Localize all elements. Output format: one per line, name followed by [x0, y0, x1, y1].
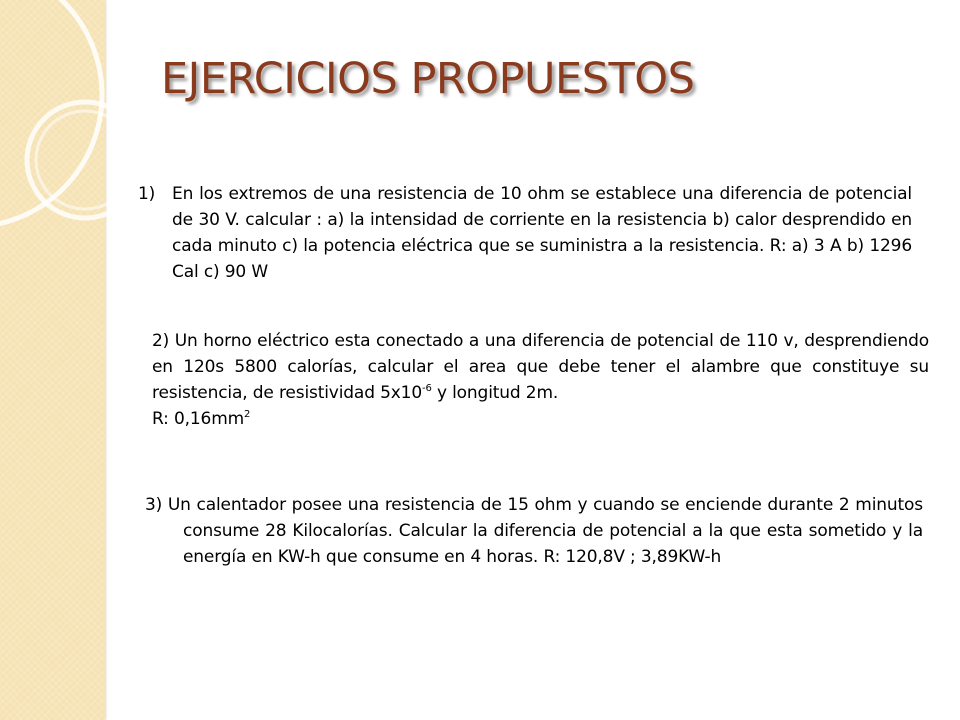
decorative-side-band: [0, 0, 105, 720]
exercise-3-number: 3): [145, 495, 163, 515]
exercise-2-text-end: y longitud 2m.: [431, 383, 559, 403]
exercise-2-text: Un horno eléctrico esta conectado a una diferencia de potencial de 110 v, desprendiendo en 120s 5800 calorías, calcular el area que debe tener el alambre que constituye su resistencia, de resistividad 5x10: [152, 331, 929, 403]
exercise-2-answer-line: [152, 406, 929, 432]
exercise-1-text: En los extremos de una resistencia de 10 ohm se establece una diferencia de potencial de 30 V. calcular : a) la intensidad de corriente en la resistencia b) calor desprendido en cada minuto c) la potencia eléctrica que se suministra a la resistencia. R: a) 3 A b) 1296 Cal c) 90 W: [172, 184, 912, 282]
page-title: EJERCICIOS PROPUESTOS: [161, 54, 695, 104]
exercise-2-answer-exponent: 2: [244, 409, 251, 420]
exercise-2-exponent: -6: [422, 383, 432, 394]
exercise-2-number: 2): [152, 331, 170, 351]
exercise-3-paragraph: [145, 492, 923, 570]
exercise-3: [145, 492, 923, 570]
exercise-2: [152, 328, 929, 432]
exercise-3-text: Un calentador posee una resistencia de 15 ohm y cuando se enciende durante 2 minutos consume 28 Kilocalorías. Calcular la diferencia de potencial a la que esta sometido y la energía en KW-h que consume en 4 horas. R: 120,8V ; 3,89KW-h: [167, 495, 923, 567]
exercise-1-number: 1): [138, 184, 156, 204]
exercise-1: [138, 181, 912, 285]
exercise-2-answer: R: 0,16mm: [152, 409, 245, 429]
